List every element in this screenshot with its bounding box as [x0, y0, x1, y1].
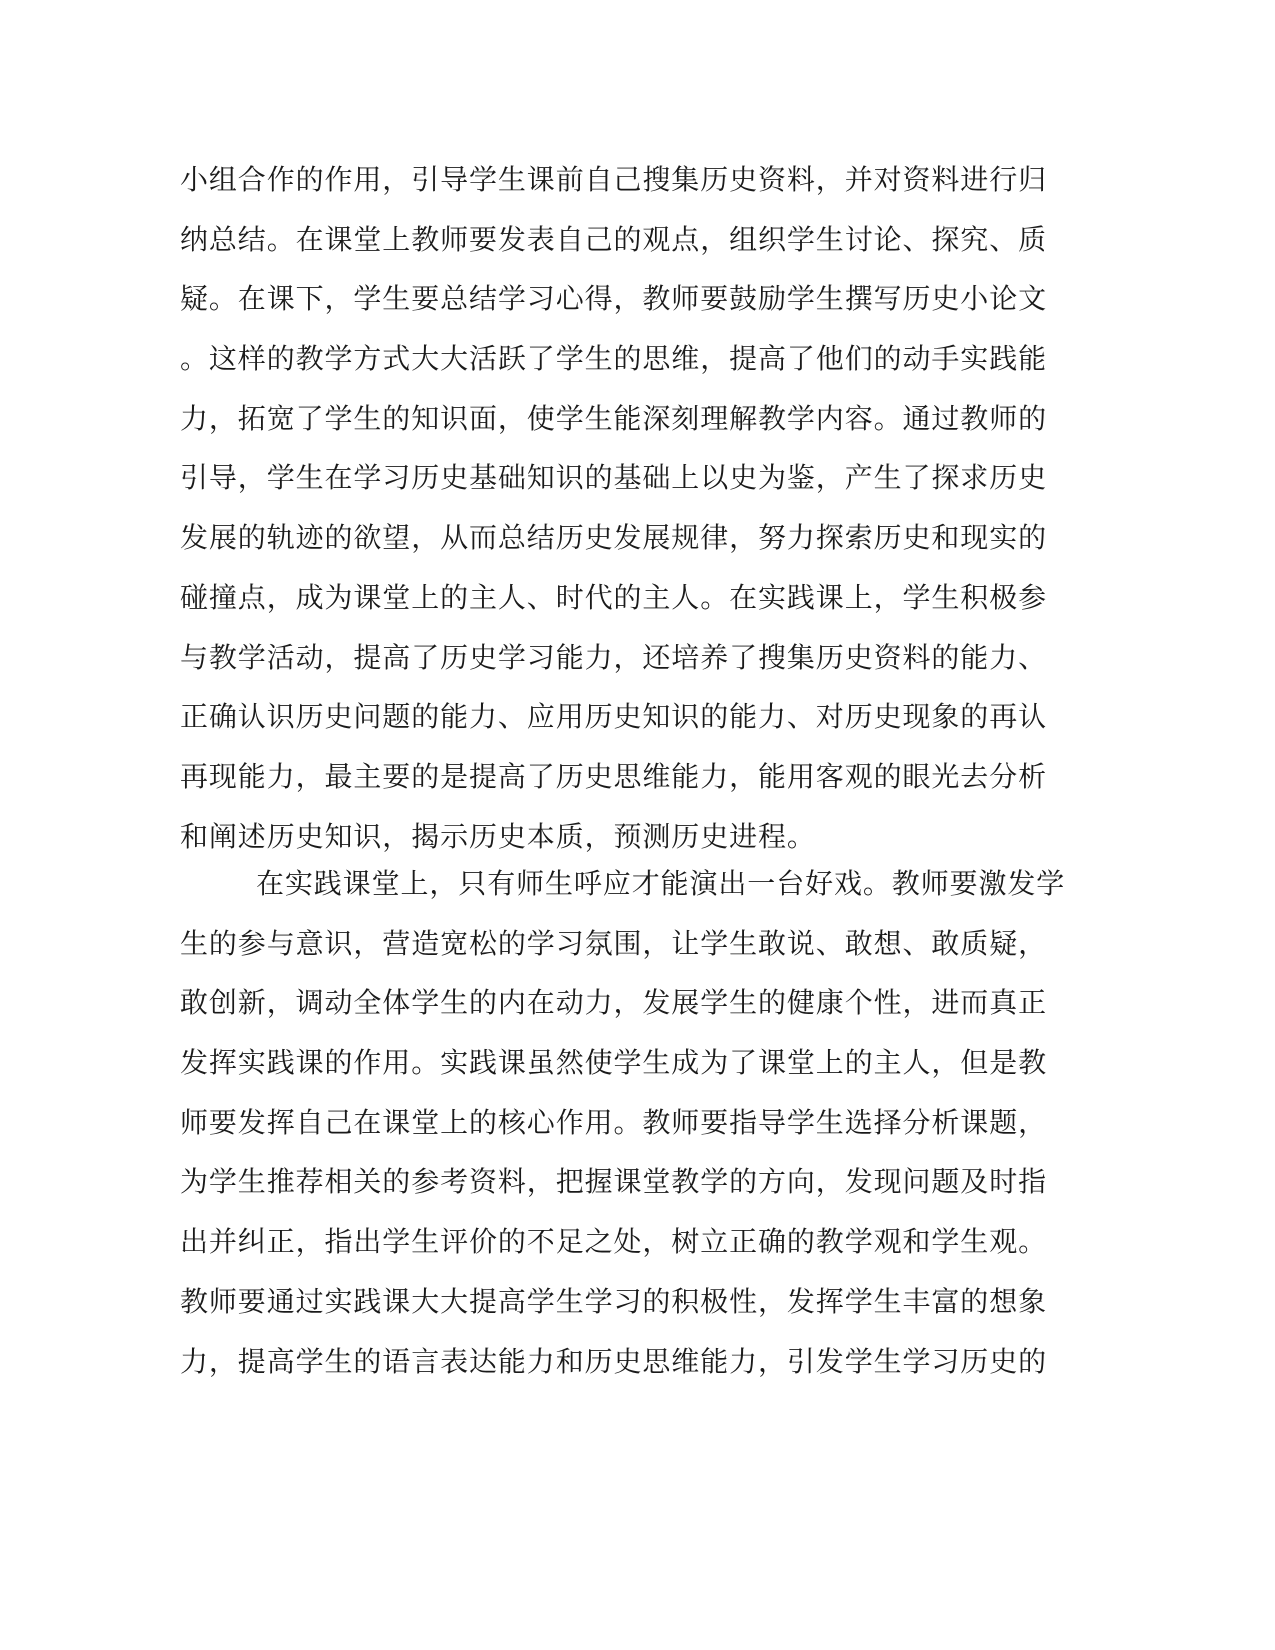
- text-line: 发挥实践课的作用。实践课虽然使学生成为了课堂上的主人，但是教: [180, 1046, 1048, 1080]
- text-line: 碰撞点，成为课堂上的主人、时代的主人。在实践课上，学生积极参: [180, 580, 1048, 614]
- text-line: 正确认识历史问题的能力、应用历史知识的能力、对历史现象的再认: [180, 700, 1048, 734]
- text-line: 和阐述历史知识，揭示历史本质，预测历史进程。: [180, 819, 816, 853]
- text-line: 师要发挥自己在课堂上的核心作用。教师要指导学生选择分析课题，: [180, 1105, 1048, 1139]
- text-line: 疑。在课下，学生要总结学习心得，教师要鼓励学生撰写历史小论文: [180, 282, 1048, 316]
- text-line: 生的参与意识，营造宽松的学习氛围，让学生敢说、敢想、敢质疑，: [180, 926, 1048, 960]
- paragraph-1: [180, 163, 1048, 879]
- text-line: 出并纠正，指出学生评价的不足之处，树立正确的教学观和学生观。: [180, 1225, 1048, 1259]
- text-line: 引导，学生在学习历史基础知识的基础上以史为鉴，产生了探求历史: [180, 461, 1048, 495]
- paragraph-2: [180, 867, 1066, 1404]
- text-line: 力，提高学生的语言表达能力和历史思维能力，引发学生学习历史的: [180, 1344, 1048, 1378]
- text-line: 再现能力，最主要的是提高了历史思维能力，能用客观的眼光去分析: [180, 759, 1048, 793]
- text-line: 力，拓宽了学生的知识面，使学生能深刻理解教学内容。通过教师的: [180, 401, 1048, 435]
- text-line: 发展的轨迹的欲望，从而总结历史发展规律，努力探索历史和现实的: [180, 521, 1048, 555]
- text-line: 敢创新，调动全体学生的内在动力，发展学生的健康个性，进而真正: [180, 986, 1048, 1020]
- text-line-indented: 在实践课堂上，只有师生呼应才能演出一台好戏。教师要激发学: [256, 867, 1066, 900]
- text-line: 教师要通过实践课大大提高学生学习的积极性，发挥学生丰富的想象: [180, 1284, 1048, 1318]
- text-line: 纳总结。在课堂上教师要发表自己的观点，组织学生讨论、探究、质: [180, 222, 1048, 256]
- text-line: 与教学活动，提高了历史学习能力，还培养了搜集历史资料的能力、: [180, 640, 1048, 674]
- text-line: 小组合作的作用，引导学生课前自己搜集历史资料，并对资料进行归: [180, 163, 1048, 196]
- text-line: 为学生推荐相关的参考资料，把握课堂教学的方向，发现问题及时指: [180, 1165, 1048, 1199]
- text-line: 。这样的教学方式大大活跃了学生的思维，提高了他们的动手实践能: [180, 342, 1048, 376]
